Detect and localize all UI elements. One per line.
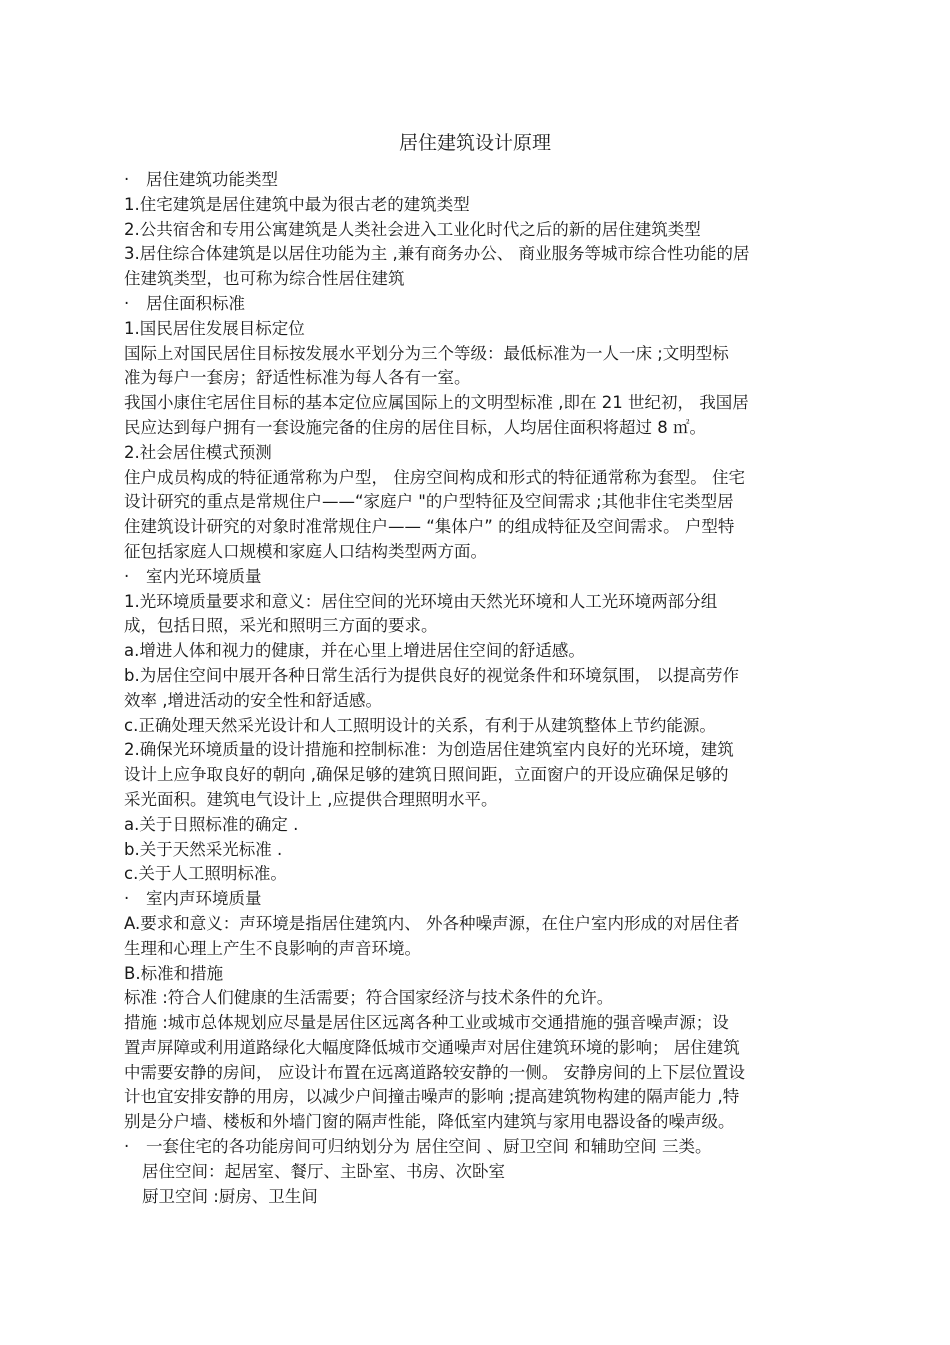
text-line: 厨卫空间 :厨房、卫生间 xyxy=(142,1186,318,1206)
text-line: 居住空间：起居室、餐厅、主卧室、书房、次卧室 xyxy=(142,1161,505,1181)
text-line: 生理和心理上产生不良影响的声音环境。 xyxy=(124,938,421,958)
document-body xyxy=(124,168,828,1209)
text-line: c.正确处理天然采光设计和人工照明设计的关系，有利于从建筑整体上节约能源。 xyxy=(124,715,716,735)
text-line: 2.确保光环境质量的设计措施和控制标准：为创造居住建筑室内良好的光环境，建筑 xyxy=(124,740,734,760)
text-line: 住建筑设计研究的对象时准常规住户—— “集体户” 的组成特征及空间需求。 户型特 xyxy=(124,517,735,537)
text-line: 国际上对国民居住目标按发展水平划分为三个等级：最低标准为一人一床 ;文明型标 xyxy=(124,343,729,363)
text-line: 成，包括日照，采光和照明三方面的要求。 xyxy=(124,616,438,636)
text-line: 准为每户一套房；舒适性标准为每人各有一室。 xyxy=(124,368,471,388)
text-line: 2.公共宿舍和专用公寓建筑是人类社会进入工业化时代之后的新的居住建筑类型 xyxy=(124,219,701,239)
text-line: 1.住宅建筑是居住建筑中最为很古老的建筑类型 xyxy=(124,194,470,214)
text-line: b.为居住空间中展开各种日常生活行为提供良好的视觉条件和环境氛围， 以提高劳作 xyxy=(124,665,739,685)
text-line: 住建筑类型，也可称为综合性居住建筑 xyxy=(124,269,405,289)
section-heading xyxy=(124,168,828,193)
text-line: b.关于天然采光标准 . xyxy=(124,839,283,859)
section-heading-text: 室内光环境质量 xyxy=(146,566,262,586)
section-heading-text: 室内声环境质量 xyxy=(146,889,262,909)
text-line: 1.光环境质量要求和意义：居住空间的光环境由天然光环境和人工光环境两部分组 xyxy=(124,591,718,611)
text-line: 我国小康住宅居住目标的基本定位应属国际上的文明型标准 ,即在 21 世纪初， 我国居 xyxy=(124,393,749,413)
section-heading xyxy=(124,1135,828,1160)
text-line: 措施 :城市总体规划应尽量是居住区远离各种工业或城市交通措施的强音噪声源；设 xyxy=(124,1013,729,1033)
text-line: 1.国民居住发展目标定位 xyxy=(124,318,305,338)
text-line: a.增进人体和视力的健康，并在心里上增进居住空间的舒适感。 xyxy=(124,641,585,661)
text-line: 住户成员构成的特征通常称为户型， 住房空间构成和形式的特征通常称为套型。 住宅 xyxy=(124,467,745,487)
section-heading xyxy=(124,565,828,590)
bullet-icon: · xyxy=(124,566,130,586)
text-line: 民应达到每户拥有一套设施完备的住房的居住目标，人均居住面积将超过 8 ㎡。 xyxy=(124,417,706,437)
bullet-icon: · xyxy=(124,889,130,909)
page-title: 居住建筑设计原理 xyxy=(398,132,551,154)
text-line: 采光面积。建筑电气设计上 ,应提供合理照明水平。 xyxy=(124,789,498,809)
text-line: 设计上应争取良好的朝向 ,确保足够的建筑日照间距，立面窗户的开设应确保足够的 xyxy=(124,765,729,785)
text-line: 别是分户墙、楼板和外墙门窗的隔声性能，降低室内建筑与家用电器设备的噪声级。 xyxy=(124,1112,735,1132)
section-heading-text: 一套住宅的各功能房间可归纳划分为 居住空间 、厨卫空间 和辅助空间 三类。 xyxy=(146,1137,712,1157)
text-line: a.关于日照标准的确定 . xyxy=(124,814,299,834)
bullet-icon: · xyxy=(124,293,130,313)
text-line: c.关于人工照明标准。 xyxy=(124,864,287,884)
section-heading xyxy=(124,292,828,317)
section-heading-text: 居住建筑功能类型 xyxy=(146,170,278,189)
text-line: 3.居住综合体建筑是以居住功能为主 ,兼有商务办公、 商业服务等城市综合性功能的居 xyxy=(124,244,750,264)
text-line: 效率 ,增进活动的安全性和舒适感。 xyxy=(124,690,382,710)
text-line: 中需要安静的房间， 应设计布置在远离道路较安静的一侧。 安静房间的上下层位置设 xyxy=(124,1062,745,1082)
text-line: 计也宜安排安静的用房，以减少户间撞击噪声的影响 ;提高建筑物构建的隔声能力 ,特 xyxy=(124,1087,740,1107)
text-line: 设计研究的重点是常规住户——“家庭户 "的户型特征及空间需求 ;其他非住宅类型居 xyxy=(124,492,734,512)
text-line: 2.社会居住模式预测 xyxy=(124,442,272,462)
text-line: 征包括家庭人口规模和家庭人口结构类型两方面。 xyxy=(124,541,487,561)
bullet-icon: · xyxy=(124,1137,130,1157)
bullet-icon: · xyxy=(124,170,130,189)
text-line: 标准 :符合人们健康的生活需要；符合国家经济与技术条件的允许。 xyxy=(124,988,614,1008)
section-heading-text: 居住面积标准 xyxy=(146,293,245,313)
text-line: 置声屏障或利用道路绿化大幅度降低城市交通噪声对居住建筑环境的影响； 居住建筑 xyxy=(124,1037,740,1057)
text-line: B.标准和措施 xyxy=(124,963,224,983)
text-line: A.要求和意义：声环境是指居住建筑内、 外各种噪声源，在住户室内形成的对居住者 xyxy=(124,913,740,933)
section-heading xyxy=(124,887,828,912)
